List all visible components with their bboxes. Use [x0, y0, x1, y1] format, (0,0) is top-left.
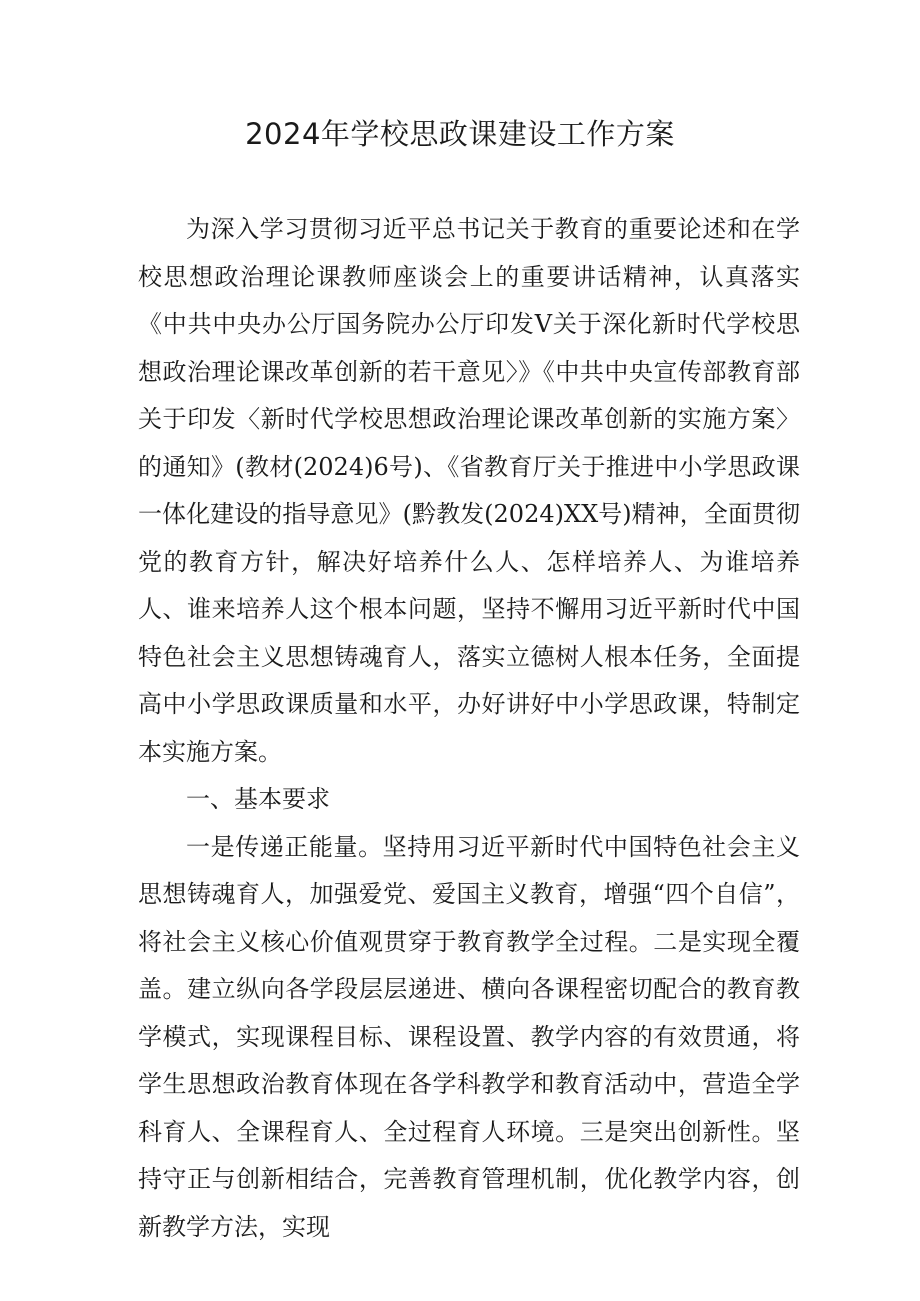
- requirements-paragraph: 一是传递正能量。坚持用习近平新时代中国特色社会主义思想铸魂育人，加强爱党、爱国主义教育，增强“四个自信”，将社会主义核心价值观贯穿于教育教学全过程。二是实现全覆盖。建立纵向各学段层层递进、横向各课程密切配合的教育教学模式，实现课程目标、课程设置、教学内容的有效贯通，将学生思想政治教育体现在各学科教学和教育活动中，营造全学科育人、全课程育人、全过程育人环境。三是突出创新性。坚持守正与创新相结合，完善教育管理机制，优化教学内容，创新教学方法，实现: [138, 832, 800, 1241]
- document-body: [138, 206, 800, 1251]
- section-heading-basic-requirements: 一、基本要求: [186, 785, 330, 813]
- intro-paragraph: 为深入学习贯彻习近平总书记关于教育的重要论述和在学校思想政治理论课教师座谈会上的重要讲话精神，认真落实《中共中央办公厅国务院办公厅印发V关于深化新时代学校思想政治理论课改革创新的若干意见〉》《中共中央宣传部教育部关于印发〈新时代学校思想政治理论课改革创新的实施方案〉的通知》(教材(2024)6号)、《省教育厅关于推进中小学思政课一体化建设的指导意见》(黔教发(2024)XX号)精神，全面贯彻党的教育方针，解决好培养什么人、怎样培养人、为谁培养人、谁来培养人这个根本问题，坚持不懈用习近平新时代中国特色社会主义思想铸魂育人，落实立德树人根本任务，全面提高中小学思政课质量和水平，办好讲好中小学思政课，特制定本实施方案。: [138, 215, 800, 766]
- document-title: 2024年学校思政课建设工作方案: [245, 117, 675, 151]
